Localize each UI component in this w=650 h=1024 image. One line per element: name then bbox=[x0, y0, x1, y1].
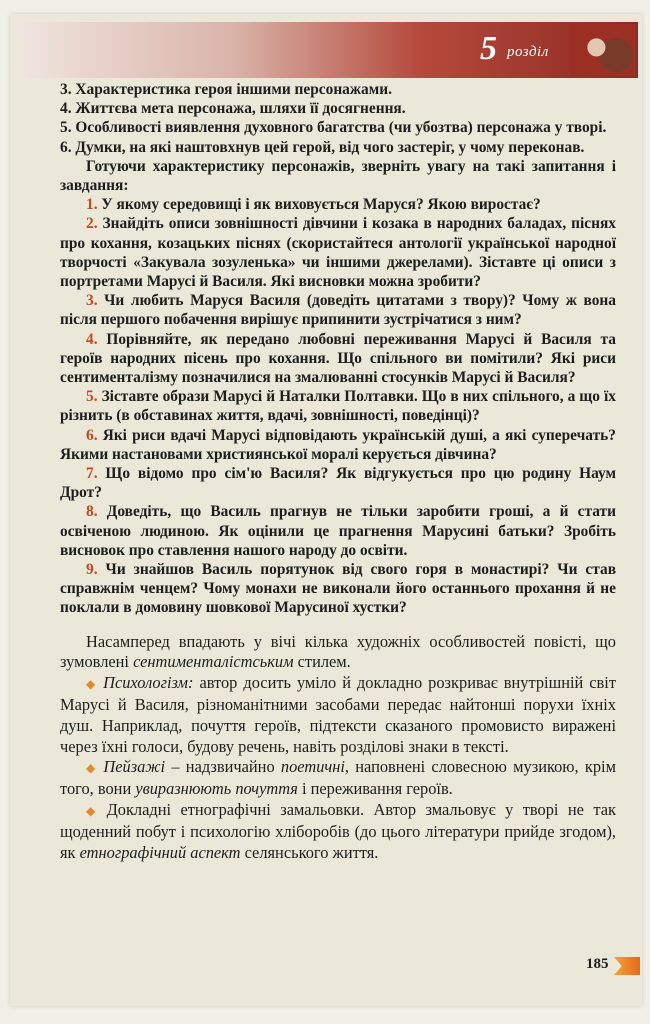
plan-item: 4. Життєва мета персонажа, шляхи її досягнення. bbox=[60, 100, 406, 118]
plan-item: 6. Думки, на які наштовхнув цей герой, від чого застеріг, у чому переконав. bbox=[60, 138, 585, 156]
chapter-number: 5 bbox=[480, 30, 497, 67]
text-run: і переживання героїв. bbox=[297, 779, 453, 799]
page-number: 185 bbox=[586, 956, 609, 972]
characterization-plan bbox=[60, 80, 616, 195]
chapter-word: розділ bbox=[507, 44, 549, 60]
question-text: У якому середовищі і як виховується Маруся? Якою виростає? bbox=[101, 196, 541, 214]
emphasis: увиразнюють почуття bbox=[135, 779, 298, 799]
feature-ethnography bbox=[60, 800, 616, 863]
question-item bbox=[60, 426, 616, 464]
diamond-bullet-icon: ◆ bbox=[86, 677, 98, 692]
question-item bbox=[60, 214, 616, 291]
emphasis: етнографічний аспект bbox=[79, 842, 241, 862]
question-text: Які риси вдачі Марусі відповідають українській душі, а які суперечать? Якими настановами християнської моралі керується дівчина? bbox=[60, 426, 616, 463]
emphasis: Пейзажі bbox=[103, 757, 166, 777]
question-item bbox=[60, 502, 616, 560]
question-text: Що відомо про сім'ю Василя? Як відгукується про цю родину Наум Дрот? bbox=[60, 465, 616, 502]
question-number: 2. bbox=[86, 215, 98, 233]
diamond-bullet-icon: ◆ bbox=[86, 804, 101, 819]
question-item bbox=[60, 560, 616, 618]
question-item bbox=[60, 291, 616, 329]
question-number: 5. bbox=[86, 388, 98, 406]
question-number: 3. bbox=[86, 292, 98, 310]
tasks-intro: Готуючи характеристику персонажів, зверніть увагу на такі запитання і завдання: bbox=[60, 157, 616, 195]
emphasis: Психологізм: bbox=[103, 673, 194, 693]
text-run: Насамперед впадають у вічі кілька художніх особливостей повісті, що зумовлені bbox=[60, 631, 616, 672]
feature-psychologism bbox=[60, 673, 616, 757]
question-number: 1. bbox=[86, 196, 98, 214]
text-run: – надзвичайно bbox=[165, 757, 281, 777]
question-number: 4. bbox=[86, 330, 98, 348]
header-illustration bbox=[570, 24, 636, 76]
plan-item: 5. Особливості виявлення духовного багатства (чи убозтва) персонажа у творі. bbox=[60, 119, 607, 137]
feature-landscapes bbox=[60, 757, 616, 800]
text-run: автор досить уміло й докладно розкриває внутрішній світ Марусі й Василя, різноманітними засобами передає найтонші порухи їхніх душ. Наприклад, почуття героїв, підтексти сказаного промовисто виражені через їхні голоси, будову речень, навіть розділові знаки в тексті. bbox=[60, 673, 616, 756]
question-text: Чи любить Маруся Василя (доведіть цитатами з твору)? Чому ж вона після першого побачення вирішує припинити зустрічатися з ним? bbox=[60, 292, 616, 329]
question-number: 9. bbox=[86, 561, 98, 579]
section-gap bbox=[60, 618, 616, 632]
emphasis: сентименталістським bbox=[133, 652, 294, 672]
question-item bbox=[60, 464, 616, 502]
question-number: 7. bbox=[86, 465, 98, 483]
questions-list bbox=[60, 195, 616, 617]
features-intro bbox=[60, 632, 616, 674]
question-item bbox=[60, 330, 616, 388]
question-item bbox=[60, 387, 616, 425]
question-number: 6. bbox=[86, 426, 98, 444]
question-text: Зіставте образи Марусі й Наталки Полтавки. Що в них спільного, а що їх різнить (в обставинах життя, вдачі, зовнішності, поведінці)? bbox=[60, 388, 616, 425]
diamond-bullet-icon: ◆ bbox=[86, 761, 98, 776]
question-text: Чи знайшов Василь порятунок від свого горя в монастирі? Чи став справжнім ченцем? Чому монахи не виконали його останнього прохання й не поклали в домовину шовкової Марусиної хустки? bbox=[60, 561, 616, 617]
emphasis: поетичні bbox=[280, 757, 345, 777]
text-run: , наповнені словесною музикою, крім того, вони bbox=[60, 757, 616, 799]
text-run: стилем. bbox=[293, 652, 351, 672]
question-text: Порівняйте, як передано любовні переживання Марусі й Василя та героїв народних пісень про кохання. Що спільного ви помітили? Які риси сентименталізму позначилися на змалюванні стосунків Марусі й Василя? bbox=[60, 330, 616, 387]
text-run: селянського життя. bbox=[240, 842, 379, 862]
text-run: Докладні етнографічні замальовки. Автор змальовує у творі не так щоденний побут і психологію хліборобів (до цього літератури прийде згодом), як bbox=[60, 800, 616, 862]
question-text: Доведіть, що Василь прагнув не тільки заробити гроші, а й стати освіченою людиною. Як оцінили це прагнення Марусині батьки? Зробіть висновок про ставлення нашого народу до освіти. bbox=[60, 503, 616, 559]
plan-item: 3. Характеристика героя іншими персонажами. bbox=[60, 81, 392, 98]
question-text: Знайдіть описи зовнішності дівчини і козака в народних баладах, піснях про кохання, козацьких піснях (скористайтеся антології української народної творчості «Закувала зозуленька» чи іншими джерелами). Зіставте ці описи з портретами Марусі й Василя. Які висновки можна зробити? bbox=[60, 215, 616, 291]
features-section bbox=[60, 632, 616, 864]
question-item bbox=[60, 195, 616, 214]
question-number: 8. bbox=[86, 503, 98, 521]
page-text bbox=[60, 80, 616, 863]
